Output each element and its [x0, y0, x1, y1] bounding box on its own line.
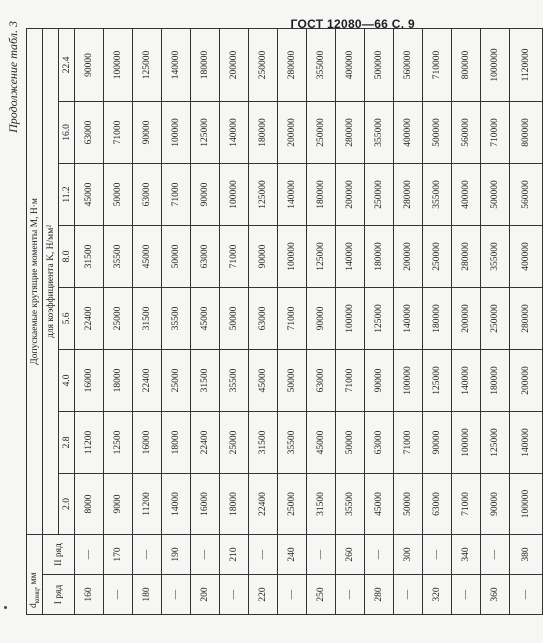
torque-value: 16000	[133, 411, 162, 473]
row1-diameter: 200	[191, 575, 220, 615]
torque-value: 140000	[394, 287, 423, 349]
torque-value: 100000	[162, 101, 191, 163]
torque-value: 22400	[133, 349, 162, 411]
torque-value: 180000	[307, 163, 336, 225]
torque-value: 200000	[278, 101, 307, 163]
table-row	[220, 28, 249, 614]
torque-value: 140000	[220, 101, 249, 163]
table-row	[307, 28, 336, 614]
torque-value: 140000	[452, 349, 481, 411]
torque-value: 63000	[249, 287, 278, 349]
table-row	[365, 28, 394, 614]
torque-value: 50000	[162, 225, 191, 287]
row1-diameter: 280	[365, 575, 394, 615]
torque-value: 560000	[394, 28, 423, 101]
row2-diameter: —	[75, 534, 104, 574]
torque-value: 100000	[104, 28, 133, 101]
table-row	[452, 28, 481, 614]
torque-value: 35500	[336, 473, 365, 534]
torque-value: 50000	[104, 163, 133, 225]
torque-value: 50000	[220, 287, 249, 349]
row2-diameter: 190	[162, 534, 191, 574]
torque-value: 140000	[336, 225, 365, 287]
torque-value: 355000	[365, 101, 394, 163]
torque-value: 125000	[365, 287, 394, 349]
torque-value: 22400	[75, 287, 104, 349]
torque-value: 18000	[104, 349, 133, 411]
torque-value: 45000	[133, 225, 162, 287]
table-row	[191, 28, 220, 614]
torque-value: 11200	[75, 411, 104, 473]
torque-value: 16000	[191, 473, 220, 534]
torque-value: 125000	[307, 225, 336, 287]
torque-value: 50000	[394, 473, 423, 534]
torque-value: 71000	[278, 287, 307, 349]
torque-value: 63000	[423, 473, 452, 534]
torque-value: 35500	[278, 411, 307, 473]
torque-value: 125000	[481, 411, 510, 473]
torque-value: 71000	[452, 473, 481, 534]
torque-value: 25000	[162, 349, 191, 411]
row2-diameter: —	[133, 534, 162, 574]
table-row	[481, 28, 510, 614]
torque-value: 1120000	[510, 28, 543, 101]
torque-value: 125000	[133, 28, 162, 101]
diameter-header: $d_{конц}$, мм	[27, 534, 43, 614]
torque-value: 63000	[191, 225, 220, 287]
torque-value: 14000	[162, 473, 191, 534]
torque-value: 18000	[220, 473, 249, 534]
torque-value: 31500	[133, 287, 162, 349]
torque-value: 90000	[423, 411, 452, 473]
table-row	[510, 28, 543, 614]
coefficient-4: 8.0	[59, 225, 75, 287]
torque-value: 11200	[133, 473, 162, 534]
coefficient-0: 2.0	[59, 473, 75, 534]
torque-value: 100000	[452, 411, 481, 473]
torque-value: 355000	[307, 28, 336, 101]
row1-diameter: 220	[249, 575, 278, 615]
row2-diameter: 240	[278, 534, 307, 574]
coefficient-2: 4.0	[59, 349, 75, 411]
torque-value: 16000	[75, 349, 104, 411]
torque-value: 800000	[510, 101, 543, 163]
row1-diameter: —	[104, 575, 133, 615]
row2-diameter: —	[365, 534, 394, 574]
torque-value: 71000	[220, 225, 249, 287]
row1-diameter: 160	[75, 575, 104, 615]
torque-value: 8000	[75, 473, 104, 534]
row1-diameter: —	[162, 575, 191, 615]
torque-value: 500000	[365, 28, 394, 101]
torque-value: 250000	[307, 101, 336, 163]
row1-diameter: —	[394, 575, 423, 615]
torque-value: 50000	[336, 411, 365, 473]
torque-value: 280000	[452, 225, 481, 287]
torque-value: 400000	[510, 225, 543, 287]
table-row	[75, 28, 104, 614]
table-row	[133, 28, 162, 614]
torque-value: 22400	[191, 411, 220, 473]
torque-value: 90000	[307, 287, 336, 349]
torque-value: 45000	[75, 163, 104, 225]
torque-value: 45000	[249, 349, 278, 411]
row1-diameter: 360	[481, 575, 510, 615]
torque-value: 25000	[220, 411, 249, 473]
torque-value: 140000	[278, 163, 307, 225]
torque-value: 50000	[278, 349, 307, 411]
torque-value: 710000	[423, 28, 452, 101]
torque-value: 800000	[452, 28, 481, 101]
torque-value: 250000	[481, 287, 510, 349]
torque-value: 100000	[510, 473, 543, 534]
torque-value: 31500	[307, 473, 336, 534]
torque-value: 500000	[481, 163, 510, 225]
torque-value: 35500	[162, 287, 191, 349]
torque-value: 35500	[104, 225, 133, 287]
torque-value: 250000	[423, 225, 452, 287]
torque-value: 125000	[249, 163, 278, 225]
row2-diameter: 300	[394, 534, 423, 574]
torque-value: 63000	[133, 163, 162, 225]
row1-diameter: 250	[307, 575, 336, 615]
coefficient-5: 11.2	[59, 163, 75, 225]
torque-value: 140000	[162, 28, 191, 101]
torque-value: 200000	[394, 225, 423, 287]
torque-value: 71000	[394, 411, 423, 473]
torque-value: 200000	[452, 287, 481, 349]
coefficient-6: 16.0	[59, 101, 75, 163]
table-row	[336, 28, 365, 614]
torque-value: 90000	[191, 163, 220, 225]
row2-diameter: —	[191, 534, 220, 574]
torque-value: 63000	[307, 349, 336, 411]
torque-value: 140000	[510, 411, 543, 473]
row1-diameter: 180	[133, 575, 162, 615]
table-row	[394, 28, 423, 614]
torque-value: 560000	[452, 101, 481, 163]
torque-value: 1000000	[481, 28, 510, 101]
row2-header: II ряд	[43, 534, 75, 574]
torque-value: 280000	[336, 101, 365, 163]
row1-diameter: —	[220, 575, 249, 615]
row2-diameter: 340	[452, 534, 481, 574]
torque-value: 180000	[249, 101, 278, 163]
torque-value: 180000	[423, 287, 452, 349]
torque-value: 45000	[307, 411, 336, 473]
torque-value: 400000	[336, 28, 365, 101]
torque-table	[26, 28, 543, 615]
torque-value: 250000	[365, 163, 394, 225]
row1-header: I ряд	[43, 575, 75, 615]
coefficient-7: 22.4	[59, 28, 75, 101]
row1-diameter: —	[452, 575, 481, 615]
torque-value: 180000	[191, 28, 220, 101]
torque-value: 100000	[278, 225, 307, 287]
torque-value: 125000	[191, 101, 220, 163]
torque-value: 18000	[162, 411, 191, 473]
torque-value: 9000	[104, 473, 133, 534]
torque-value: 25000	[104, 287, 133, 349]
torque-value: 280000	[510, 287, 543, 349]
torque-value: 63000	[75, 101, 104, 163]
torque-value: 100000	[394, 349, 423, 411]
table-row	[278, 28, 307, 614]
torque-value: 200000	[220, 28, 249, 101]
torque-value: 180000	[481, 349, 510, 411]
torque-value: 71000	[336, 349, 365, 411]
torque-value: 500000	[423, 101, 452, 163]
torque-value: 63000	[365, 411, 394, 473]
torque-value: 31500	[249, 411, 278, 473]
table-row	[162, 28, 191, 614]
torque-value: 180000	[365, 225, 394, 287]
torque-value: 35500	[220, 349, 249, 411]
torque-value: 31500	[75, 225, 104, 287]
torque-value: 560000	[510, 163, 543, 225]
torque-value: 100000	[336, 287, 365, 349]
coefficient-1: 2.8	[59, 411, 75, 473]
torque-value: 355000	[423, 163, 452, 225]
torque-value: 90000	[365, 349, 394, 411]
row2-diameter: —	[249, 534, 278, 574]
torque-value: 31500	[191, 349, 220, 411]
torque-value: 125000	[423, 349, 452, 411]
row1-diameter: 320	[423, 575, 452, 615]
torque-value: 280000	[394, 163, 423, 225]
torque-value: 25000	[278, 473, 307, 534]
torque-value: 12500	[104, 411, 133, 473]
table-row	[249, 28, 278, 614]
torque-value: 22400	[249, 473, 278, 534]
row1-diameter: —	[336, 575, 365, 615]
coefficient-values-row	[59, 28, 75, 614]
row1-diameter: —	[278, 575, 307, 615]
torque-value: 100000	[220, 163, 249, 225]
torque-value: 710000	[481, 101, 510, 163]
page-header: ГОСТ 12080—66 С. 9	[290, 17, 415, 31]
torque-value: 280000	[278, 28, 307, 101]
row2-diameter: 380	[510, 534, 543, 574]
torque-value: 45000	[191, 287, 220, 349]
coefficient-3: 5.6	[59, 287, 75, 349]
torque-value: 71000	[104, 101, 133, 163]
torque-value: 400000	[394, 101, 423, 163]
row1-diameter: —	[510, 575, 543, 615]
torque-value: 71000	[162, 163, 191, 225]
row2-diameter: 260	[336, 534, 365, 574]
torque-value: 400000	[452, 163, 481, 225]
table-caption: Продолжение табл. 3	[6, 21, 20, 133]
row2-diameter: —	[423, 534, 452, 574]
coefficient-header: для коэффициента K, Н/мм²	[43, 28, 59, 534]
table-row	[104, 28, 133, 614]
torque-value: 250000	[249, 28, 278, 101]
torque-value: 200000	[510, 349, 543, 411]
row2-diameter: —	[481, 534, 510, 574]
torque-value: 90000	[481, 473, 510, 534]
table-row	[423, 28, 452, 614]
row2-diameter: 170	[104, 534, 133, 574]
row2-diameter: 210	[220, 534, 249, 574]
table-body	[75, 28, 543, 614]
torque-header: Допускаемые крутящие моменты M, Н·м	[27, 28, 43, 534]
row2-diameter: —	[307, 534, 336, 574]
torque-value: 200000	[336, 163, 365, 225]
torque-value: 45000	[365, 473, 394, 534]
torque-value: 90000	[249, 225, 278, 287]
torque-value: 90000	[75, 28, 104, 101]
torque-value: 90000	[133, 101, 162, 163]
torque-value: 355000	[481, 225, 510, 287]
page-speck	[4, 606, 7, 609]
